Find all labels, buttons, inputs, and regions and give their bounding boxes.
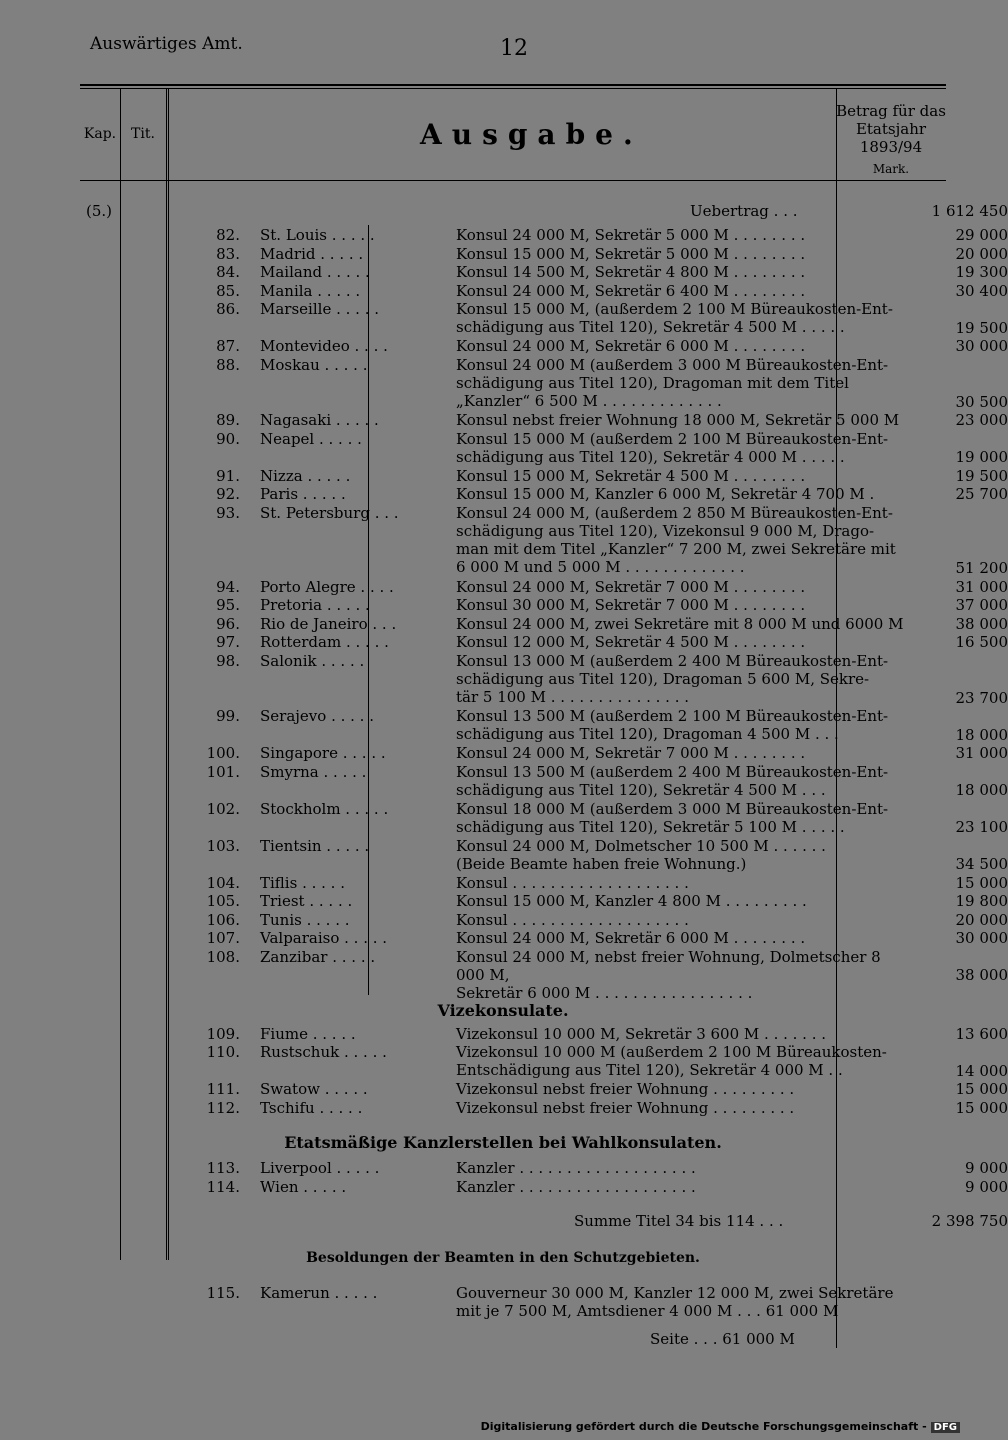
table-row — [80, 744, 1008, 763]
dfg-logo: DFG — [931, 1422, 960, 1433]
table-row — [80, 503, 1008, 578]
row-amount: 37 000 — [955, 596, 1008, 614]
table-row — [80, 836, 1008, 874]
place-name: Tiflis . . . . . — [260, 873, 345, 892]
table-row — [80, 244, 1008, 264]
tit-number: 95. — [216, 596, 240, 614]
table-row — [80, 596, 1008, 615]
place-name: Porto Alegre . . . . — [260, 577, 394, 596]
place-name: Wien . . . . . — [260, 1177, 347, 1196]
place-name: St. Petersburg . . . — [260, 503, 399, 522]
tit-number: 105. — [206, 892, 240, 910]
row-amount: 20 000 — [955, 244, 1008, 263]
row-description: Konsul 24 000 M, nebst freier Wohnung, Dolmetscher 8 000 M, Sekretär 6 000 M . . . . . . . . . . . . . . . . . — [456, 947, 881, 1002]
tit-number: 110. — [206, 1043, 240, 1061]
tit-number: 92. — [216, 485, 240, 503]
row-description: Konsul 15 000 M, Kanzler 6 000 M, Sekretär 4 700 M . — [456, 485, 875, 503]
row-amount: 18 000 — [955, 781, 1008, 799]
header-bottom-rule — [80, 180, 946, 181]
table-row — [80, 337, 1008, 356]
table-row — [80, 485, 1008, 504]
table-row — [80, 281, 1008, 301]
tit-number: 85. — [216, 281, 240, 300]
tit-number: 83. — [216, 244, 240, 263]
table-row — [80, 651, 1008, 708]
table-row — [80, 1177, 1008, 1197]
section-kanzlerstellen: Etatsmäßige Kanzlerstellen bei Wahlkonsulaten. — [284, 1133, 722, 1152]
table-row — [80, 1024, 1008, 1044]
place-name: Paris . . . . . — [260, 485, 346, 503]
row-amount: 38 000 — [955, 966, 1008, 984]
table-row — [80, 910, 1008, 930]
row-description: Vizekonsul 10 000 M (außerdem 2 100 M Büreaukosten- Entschädigung aus Titel 120), Sekretär 4 000 M . . — [456, 1043, 887, 1079]
tit-number: 107. — [206, 929, 240, 947]
tit-number: 108. — [206, 947, 240, 966]
tit-number: 98. — [216, 651, 240, 670]
table-row — [80, 577, 1008, 597]
row-amount: 19 000 — [955, 448, 1008, 466]
row-amount: 23 000 — [955, 411, 1008, 429]
row-description: Konsul . . . . . . . . . . . . . . . . . . . — [456, 873, 689, 892]
top-rule — [80, 84, 946, 86]
tit-number: 104. — [206, 873, 240, 892]
tit-number: 114. — [206, 1177, 240, 1196]
row-amount: 14 000 — [955, 1061, 1008, 1080]
tit-number: 88. — [216, 355, 240, 374]
row-amount: 19 800 — [955, 892, 1008, 910]
place-name: Rio de Janeiro . . . — [260, 614, 397, 633]
place-name: Salonik . . . . . — [260, 651, 365, 670]
row-description: Vizekonsul 10 000 M, Sekretär 3 600 M . . . . . . . — [456, 1024, 827, 1043]
place-name: Stockholm . . . . . — [260, 799, 389, 818]
row-description: Konsul 12 000 M, Sekretär 4 500 M . . . . . . . . — [456, 633, 806, 651]
place-name: Valparaiso . . . . . — [260, 929, 388, 947]
row-description: Konsul 15 000 M, Kanzler 4 800 M . . . . . . . . . — [456, 892, 807, 910]
tit-number: 87. — [216, 337, 240, 355]
tit-number: 115. — [206, 1284, 240, 1302]
row-description: Konsul 15 000 M, Sekretär 5 000 M . . . . . . . . — [456, 244, 806, 263]
section-schutzgebiete: Besoldungen der Beamten in den Schutzgebieten. — [306, 1250, 700, 1266]
place-name: Tunis . . . . . — [260, 910, 350, 929]
tit-number: 112. — [206, 1098, 240, 1117]
place-name: Montevideo . . . . — [260, 337, 388, 355]
table-row — [80, 873, 1008, 893]
row-description: Konsul . . . . . . . . . . . . . . . . . . . — [456, 910, 689, 929]
tit-number: 90. — [216, 429, 240, 448]
row-description: Konsul 14 500 M, Sekretär 4 800 M . . . . . . . . — [456, 263, 806, 281]
place-name: Swatow . . . . . — [260, 1080, 368, 1098]
place-name: Madrid . . . . . — [260, 244, 364, 263]
place-name: Kamerun . . . . . — [260, 1284, 378, 1302]
col-ausgabe: Ausgabe. — [420, 118, 643, 151]
row-amount: 31 000 — [955, 577, 1008, 596]
place-name: Marseille . . . . . — [260, 300, 379, 318]
place-name: Fiume . . . . . — [260, 1024, 356, 1043]
carry-amount: 1 612 450 — [931, 202, 1008, 220]
running-header: Auswärtiges Amt. — [90, 34, 243, 54]
tit-number: 101. — [206, 762, 240, 781]
row-amount: 30 400 — [955, 281, 1008, 300]
tit-number: 103. — [206, 836, 240, 855]
tit-number: 100. — [206, 744, 240, 762]
row-description: Konsul 15 000 M, (außerdem 2 100 M Büreaukosten-Ent- schädigung aus Titel 120), Sekretär 4 500 M . . . . . — [456, 300, 893, 336]
tit-number: 99. — [216, 707, 240, 725]
row-amount: 15 000 — [955, 1080, 1008, 1098]
tit-number: 86. — [216, 300, 240, 318]
row-amount: 25 700 — [955, 485, 1008, 503]
row-amount: 13 600 — [955, 1024, 1008, 1043]
tit-number: 84. — [216, 263, 240, 281]
footer-credit — [481, 1420, 960, 1433]
row-description: Konsul 24 000 M, Sekretär 6 000 M . . . . . . . . — [456, 337, 806, 355]
tit-number: 106. — [206, 910, 240, 929]
place-name: Liverpool . . . . . — [260, 1159, 380, 1177]
table-row — [80, 466, 1008, 486]
row-amount: 31 000 — [955, 744, 1008, 762]
row-description: Konsul 13 000 M (außerdem 2 400 M Büreaukosten-Ent- schädigung aus Titel 120), Dragoman 5 600 M, Sekre- tär 5 100 M . . . . . . . . . . . . . . . — [456, 651, 889, 706]
place-name: Rustschuk . . . . . — [260, 1043, 387, 1061]
place-name: Serajevo . . . . . — [260, 707, 374, 725]
row-amount: 19 300 — [955, 263, 1008, 281]
summe-label: Summe Titel 34 bis 114 . . . — [574, 1212, 784, 1230]
kap-number: (5.) — [86, 202, 113, 220]
row-description: Kanzler . . . . . . . . . . . . . . . . . . . — [456, 1177, 696, 1196]
row-description: Kanzler . . . . . . . . . . . . . . . . . . . — [456, 1159, 696, 1177]
page-number: 12 — [500, 36, 528, 61]
section-vizekonsulate: Vizekonsulate. — [437, 1000, 569, 1020]
tit-number: 93. — [216, 503, 240, 522]
place-name: Manila . . . . . — [260, 281, 361, 300]
seite-label: Seite . . . 61 000 M — [650, 1330, 795, 1348]
table-row — [80, 929, 1008, 948]
row-description: Konsul 24 000 M, Sekretär 7 000 M . . . . . . . . — [456, 577, 806, 596]
row-amount: 30 500 — [955, 392, 1008, 411]
row-description: Konsul 24 000 M, Sekretär 6 400 M . . . . . . . . — [456, 281, 806, 300]
row-description: Konsul 24 000 M, (außerdem 2 850 M Büreaukosten-Ent- schädigung aus Titel 120), Vizekonsul 9 000 M, Drago- man mit dem Titel „Kanzler“ 7 200 M, zwei Sekretäre mit 6 000 M und 5 000 M . . . . . . . . . . . . . — [456, 503, 896, 576]
row-amount: 19 500 — [955, 318, 1008, 337]
place-name: Nizza . . . . . — [260, 466, 351, 485]
row-description: Konsul 13 500 M (außerdem 2 100 M Büreaukosten-Ent- schädigung aus Titel 120), Dragoman 4 500 M . . . — [456, 707, 889, 743]
table-row — [80, 300, 1008, 337]
row-amount: 16 500 — [955, 633, 1008, 651]
table-row — [80, 429, 1008, 467]
row-description: Konsul 24 000 M (außerdem 3 000 M Büreaukosten-Ent- schädigung aus Titel 120), Dragoman mit dem Titel „Kanzler“ 6 500 M . . . . . . . . . . . . . — [456, 355, 889, 410]
tit-number: 94. — [216, 577, 240, 596]
row-amount: 9 000 — [965, 1159, 1008, 1177]
table-row — [80, 411, 1008, 430]
row-amount: 38 000 — [955, 614, 1008, 633]
place-name: Tschifu . . . . . — [260, 1098, 363, 1117]
place-name: Singapore . . . . . — [260, 744, 386, 762]
row-description: Konsul 24 000 M, Sekretär 7 000 M . . . . . . . . — [456, 744, 806, 762]
place-name: Smyrna . . . . . — [260, 762, 367, 781]
row-amount: 30 000 — [955, 337, 1008, 355]
row-amount: 51 200 — [955, 559, 1008, 577]
tit-number: 96. — [216, 614, 240, 633]
table-row — [80, 633, 1008, 652]
row-description: Konsul 13 500 M (außerdem 2 400 M Büreaukosten-Ent- schädigung aus Titel 120), Sekretär 4 500 M . . . — [456, 762, 889, 799]
row-amount: 15 000 — [955, 1098, 1008, 1117]
place-name: Nagasaki . . . . . — [260, 411, 379, 429]
row-amount: 9 000 — [965, 1177, 1008, 1196]
table-row — [80, 614, 1008, 634]
tit-number: 89. — [216, 411, 240, 429]
row-amount: 23 700 — [955, 688, 1008, 707]
tit-number: 111. — [206, 1080, 240, 1098]
table-row — [80, 1043, 1008, 1080]
row-description: Konsul 24 000 M, Dolmetscher 10 500 M . . . . . . (Beide Beamte haben freie Wohnung.) — [456, 836, 826, 873]
footer-text: Digitalisierung gefördert durch die Deutsche Forschungsgemeinschaft - — [480, 1420, 927, 1433]
carry-label: Uebertrag . . . — [690, 202, 798, 220]
place-name: Pretoria . . . . . — [260, 596, 370, 614]
table-row — [80, 799, 1008, 837]
row-amount: 15 000 — [955, 873, 1008, 892]
place-name: Triest . . . . . — [260, 892, 353, 910]
table-row — [80, 1098, 1008, 1118]
table-row — [80, 762, 1008, 800]
row-description: Gouverneur 30 000 M, Kanzler 12 000 M, zwei Sekretäre mit je 7 500 M, Amtsdiener 4 000 M . . . 61 000 M — [456, 1284, 894, 1320]
row-description: Konsul 24 000 M, Sekretär 6 000 M . . . . . . . . — [456, 929, 806, 947]
row-description: Konsul 30 000 M, Sekretär 7 000 M . . . . . . . . — [456, 596, 806, 614]
tit-number: 113. — [206, 1159, 240, 1177]
row-amount: 23 100 — [955, 818, 1008, 836]
row-amount: 34 500 — [955, 855, 1008, 873]
table-row — [80, 263, 1008, 282]
tit-number: 82. — [216, 226, 240, 244]
row-description: Konsul 18 000 M (außerdem 3 000 M Büreaukosten-Ent- schädigung aus Titel 120), Sekretär 5 100 M . . . . . — [456, 799, 889, 836]
row-description: Konsul 24 000 M, Sekretär 5 000 M . . . . . . . . — [456, 226, 806, 244]
col-kap: Kap. — [83, 126, 117, 142]
row-amount: 20 000 — [955, 910, 1008, 929]
row-amount: 30 000 — [955, 929, 1008, 947]
tit-number: 91. — [216, 466, 240, 485]
row-description: Konsul 15 000 M (außerdem 2 100 M Büreaukosten-Ent- schädigung aus Titel 120), Sekretär 4 000 M . . . . . — [456, 429, 889, 466]
row-description: Vizekonsul nebst freier Wohnung . . . . . . . . . — [456, 1098, 795, 1117]
row-description: Konsul 15 000 M, Sekretär 4 500 M . . . . . . . . — [456, 466, 806, 485]
table-row — [80, 892, 1008, 911]
tit-number: 97. — [216, 633, 240, 651]
tit-number: 109. — [206, 1024, 240, 1043]
place-name: Mailand . . . . . — [260, 263, 370, 281]
row-amount: 29 000 — [955, 226, 1008, 244]
col-betrag: Betrag für das Etatsjahr 1893/94 — [836, 102, 946, 156]
table-row — [80, 355, 1008, 412]
table-row — [80, 1159, 1008, 1178]
row-amount: 19 500 — [955, 466, 1008, 485]
table-row — [80, 1080, 1008, 1099]
top-rule-thin — [80, 88, 946, 89]
row-description: Vizekonsul nebst freier Wohnung . . . . . . . . . — [456, 1080, 795, 1098]
row-amount: 18 000 — [955, 725, 1008, 744]
place-name: Moskau . . . . . — [260, 355, 368, 374]
row-description: Konsul nebst freier Wohnung 18 000 M, Sekretär 5 000 M — [456, 411, 900, 429]
row-description: Konsul 24 000 M, zwei Sekretäre mit 8 000 M und 6000 M — [456, 614, 904, 633]
place-name: Tientsin . . . . . — [260, 836, 370, 855]
tit-number: 102. — [206, 799, 240, 818]
place-name: Rotterdam . . . . . — [260, 633, 389, 651]
summe-amount: 2 398 750 — [931, 1212, 1008, 1230]
table-row — [80, 707, 1008, 744]
col-unit: Mark. — [872, 162, 910, 176]
place-name: Zanzibar . . . . . — [260, 947, 376, 966]
place-name: Neapel . . . . . — [260, 429, 362, 448]
col-tit: Tit. — [131, 126, 155, 142]
place-name: St. Louis . . . . . — [260, 226, 375, 244]
carry-row — [80, 202, 1008, 220]
table-row — [80, 947, 1008, 1002]
table-row — [80, 226, 1008, 245]
